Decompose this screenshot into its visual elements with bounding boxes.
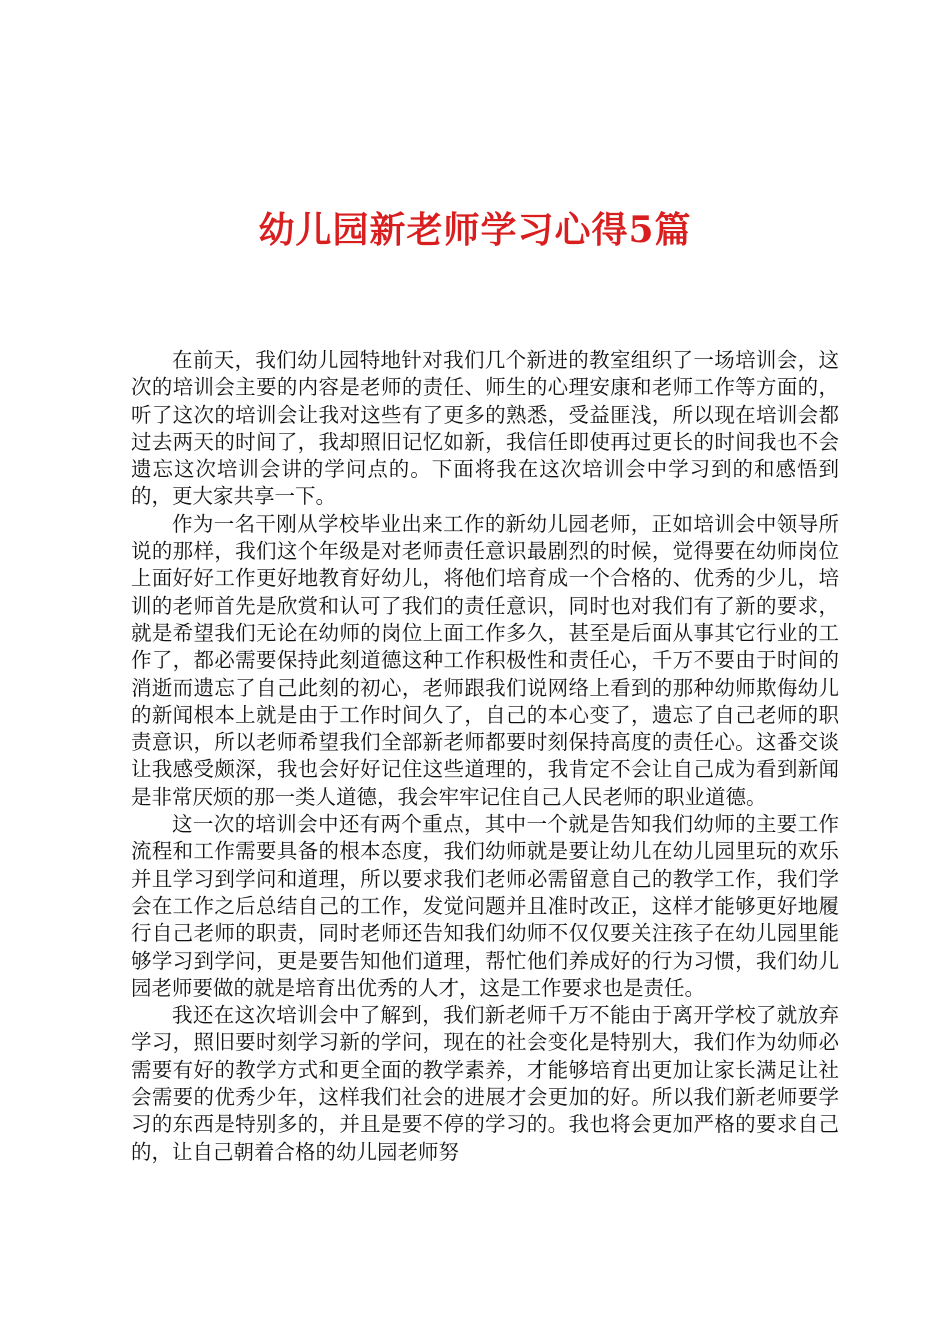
document-title: 幼儿园新老师学习心得5篇 bbox=[258, 209, 692, 251]
document-body bbox=[131, 347, 839, 1166]
paragraph-1: 在前天，我们幼儿园特地针对我们几个新进的教室组织了一场培训会，这次的培训会主要的内容是老师的责任、师生的心理安康和老师工作等方面的，听了这次的培训会让我对这些有了更多的熟悉，受益匪浅，所以现在培训会都过去两天的时间了，我却照旧记忆如新，我信任即使再过更长的时间我也不会遗忘这次培训会讲的学问点的。下面将我在这次培训会中学习到的和感悟到的，更大家共享一下。 bbox=[131, 348, 839, 509]
paragraph-2: 作为一名干刚从学校毕业出来工作的新幼儿园老师，正如培训会中领导所说的那样，我们这个年级是对老师责任意识最剧烈的时候，觉得要在幼师岗位上面好好工作更好地教育好幼儿，将他们培育成一个合格的、优秀的少儿，培训的老师首先是欣赏和认可了我们的责任意识，同时也对我们有了新的要求，就是希望我们无论在幼师的岗位上面工作多久，甚至是后面从事其它行业的工作了，都必需要保持此刻道德这种工作积极性和责任心，千万不要由于时间的消逝而遗忘了自己此刻的初心，老师跟我们说网络上看到的那种幼师欺侮幼儿的新闻根本上就是由于工作时间久了，自己的本心变了，遗忘了自己老师的职责意识，所以老师希望我们全部新老师都要时刻保持高度的责任心。这番交谈让我感受颇深，我也会好好记住这些道理的，我肯定不会让自己成为看到新闻是非常厌烦的那一类人道德，我会牢牢记住自己人民老师的职业道德。 bbox=[131, 511, 839, 809]
paragraph-3: 这一次的培训会中还有两个重点，其中一个就是告知我们幼师的主要工作流程和工作需要具备的根本态度，我们幼师就是要让幼儿在幼儿园里玩的欢乐并且学习到学问和道理，所以要求我们老师必需留意自己的教学工作，我们学会在工作之后总结自己的工作，发觉问题并且准时改正，这样才能够更好地履行自己老师的职责，同时老师还告知我们幼师不仅仅要关注孩子在幼儿园里能够学习到学问，更是要告知他们道理，帮忙他们养成好的行为习惯，我们幼儿园老师要做的就是培育出优秀的人才，这是工作要求也是责任。 bbox=[131, 812, 839, 1000]
paragraph-4: 我还在这次培训会中了解到，我们新老师千万不能由于离开学校了就放弃学习，照旧要时刻学习新的学问，现在的社会变化是特别大，我们作为幼师必需要有好的教学方式和更全面的教学素养，才能够培育出更加让家长满足让社会需要的优秀少年，这样我们社会的进展才会更加的好。所以我们新老师要学习的东西是特别多的，并且是要不停的学习的。我也将会更加严格的要求自己的，让自己朝着合格的幼儿园老师努 bbox=[131, 1003, 839, 1164]
